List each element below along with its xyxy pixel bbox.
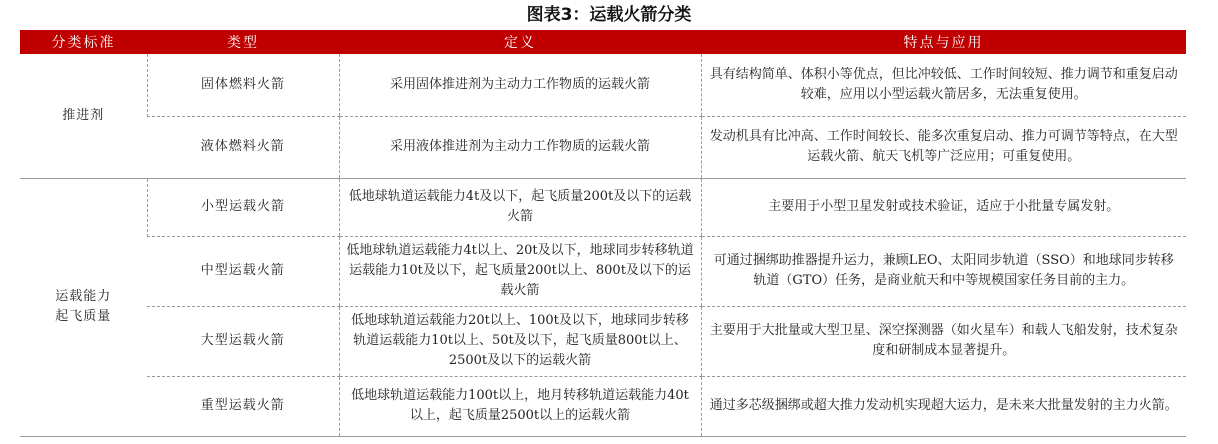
rocket-classification-table xyxy=(20,30,1186,437)
features-cell: 通过多芯级捆绑或超大推力发动机实现超大运力，是未来大批量发射的主力火箭。 xyxy=(701,376,1186,436)
header-classification-standard: 分类标准 xyxy=(20,30,147,54)
type-cell: 大型运载火箭 xyxy=(147,306,339,376)
header-features-applications: 特点与应用 xyxy=(701,30,1186,54)
table-row xyxy=(20,376,1186,436)
definition-cell: 采用固体推进剂为主动力工作物质的运载火箭 xyxy=(339,54,701,116)
features-cell: 主要用于小型卫星发射或技术验证，适应于小批量专属发射。 xyxy=(701,178,1186,236)
table-header-row xyxy=(20,30,1186,54)
type-cell: 液体燃料火箭 xyxy=(147,116,339,178)
definition-cell: 低地球轨道运载能力4t及以下，起飞质量200t及以下的运载火箭 xyxy=(339,178,701,236)
type-cell: 重型运载火箭 xyxy=(147,376,339,436)
category-label-line1: 运载能力 xyxy=(55,289,112,304)
definition-cell: 低地球轨道运载能力100t以上，地月转移轨道运载能力40t以上，起飞质量2500t以上的运载火箭 xyxy=(339,376,701,436)
figure-title: 图表3：运载火箭分类 xyxy=(526,5,692,25)
features-cell: 可通过捆绑助推器提升运力，兼顾LEO、太阳同步轨道（SSO）和地球同步转移轨道（GTO）任务，是商业航天和中等规模国家任务目前的主力。 xyxy=(701,236,1186,306)
table-row xyxy=(20,178,1186,236)
table-row xyxy=(20,116,1186,178)
category-cell-propellant xyxy=(20,54,147,178)
header-definition: 定义 xyxy=(339,30,701,54)
table-row xyxy=(20,306,1186,376)
features-cell: 发动机具有比冲高、工作时间较长、能多次重复启动、推力可调节等特点，在大型运载火箭、航天飞机等广泛应用；可重复使用。 xyxy=(701,116,1186,178)
table-row xyxy=(20,236,1186,306)
category-label-line2: 起飞质量 xyxy=(55,309,112,324)
type-cell: 固体燃料火箭 xyxy=(147,54,339,116)
table-row xyxy=(20,54,1186,116)
definition-cell: 采用液体推进剂为主动力工作物质的运载火箭 xyxy=(339,116,701,178)
category-label: 推进剂 xyxy=(62,107,105,123)
header-type: 类型 xyxy=(147,30,339,54)
type-cell: 小型运载火箭 xyxy=(147,178,339,236)
definition-cell: 低地球轨道运载能力4t以上、20t及以下，地球同步转移轨道运载能力10t及以下，起飞质量200t以上、800t及以下的运载火箭 xyxy=(339,236,701,306)
features-cell: 主要用于大批量或大型卫星、深空探测器（如火星车）和载人飞船发射，技术复杂度和研制成本显著提升。 xyxy=(701,306,1186,376)
category-cell-capacity-mass xyxy=(20,178,147,436)
features-cell: 具有结构简单、体积小等优点，但比冲较低、工作时间较短、推力调节和重复启动较难，应用以小型运载火箭居多，无法重复使用。 xyxy=(701,54,1186,116)
definition-cell: 低地球轨道运载能力20t以上、100t及以下，地球同步转移轨道运载能力10t以上、50t及以下，起飞质量800t以上、2500t及以下的运载火箭 xyxy=(339,306,701,376)
type-cell: 中型运载火箭 xyxy=(147,236,339,306)
